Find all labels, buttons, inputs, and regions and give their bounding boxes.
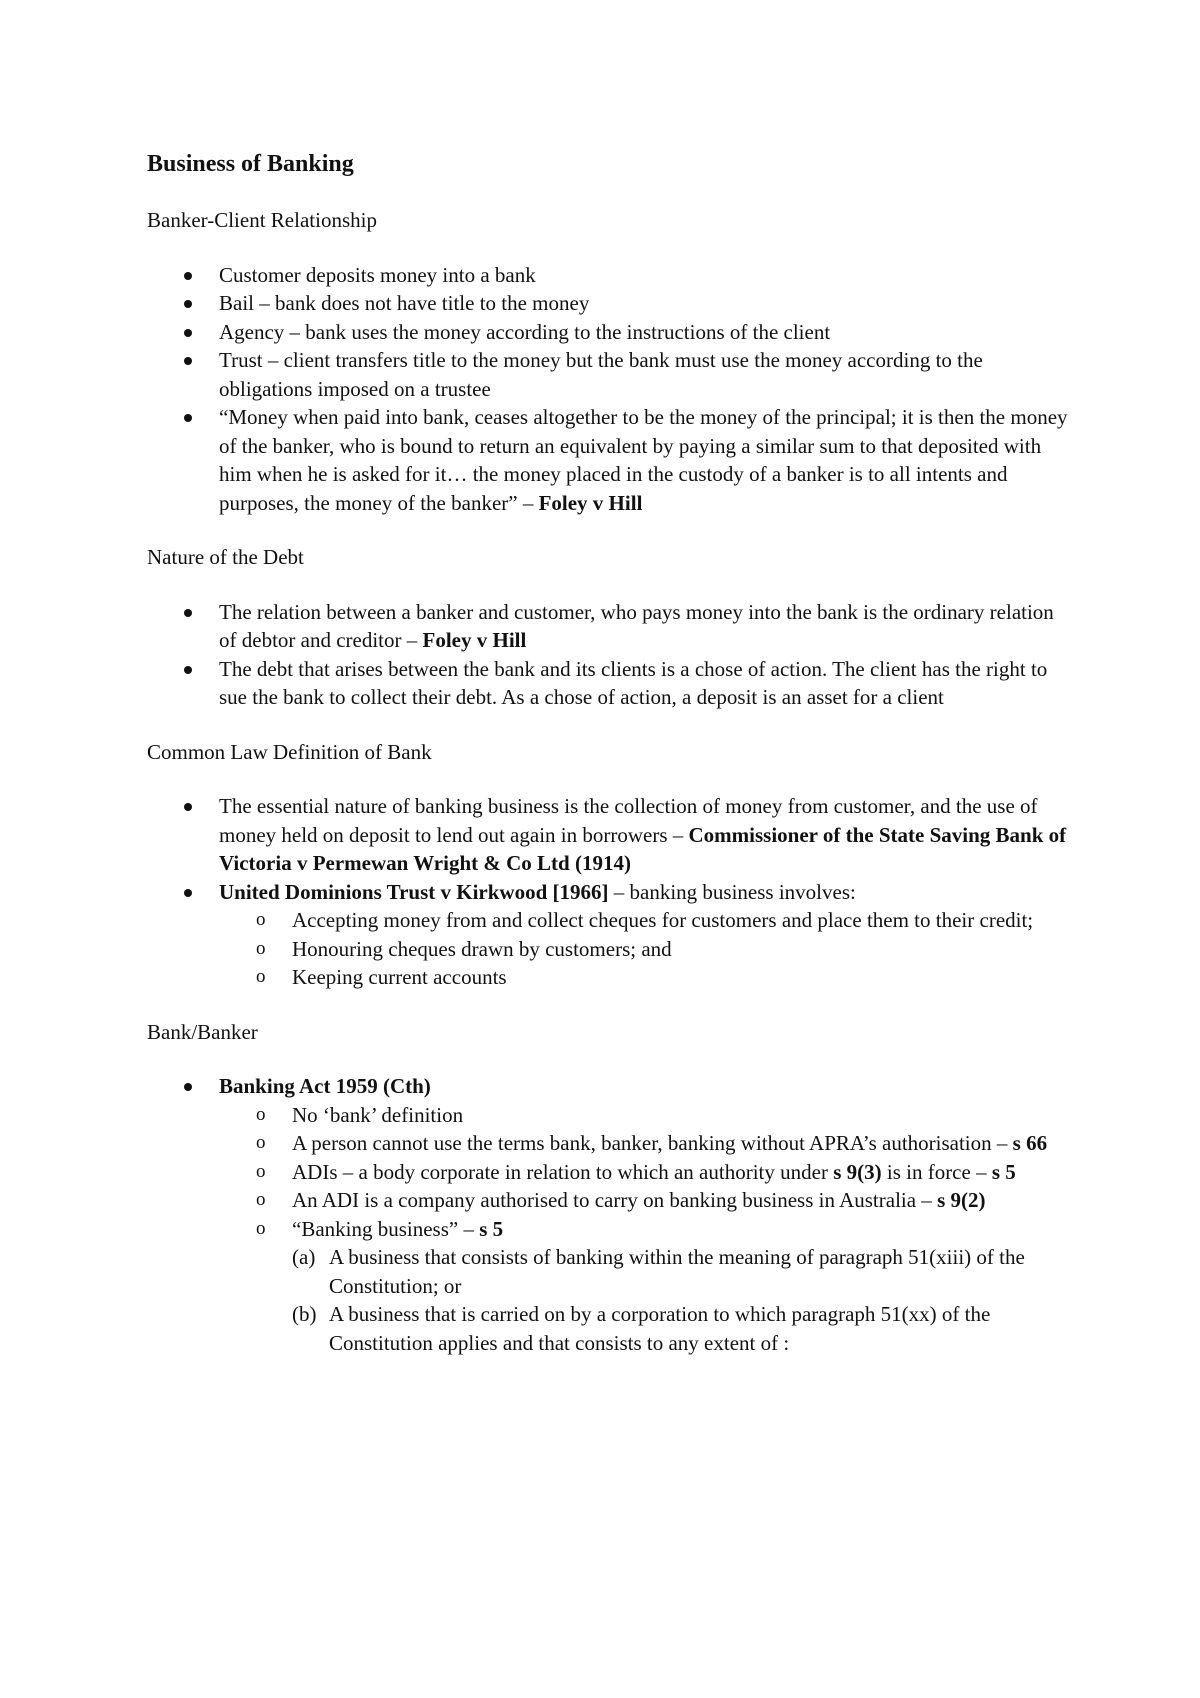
debt-list (147, 598, 1070, 712)
bullet-icon (184, 889, 192, 897)
list-item: “Money when paid into bank, ceases altogether to be the money of the principal; it is then the money of the banker, who is bound to return an equivalent by paying a similar sum to that deposited with him when he is asked for it… the money placed in the custody of a banker is to all intents and purposes, the money of the banker” – Foley v Hill (219, 403, 1070, 517)
case-citation: Commissioner of the State Saving Bank of Victoria v Permewan Wright & Co Ltd (1914) (219, 822, 1067, 875)
bullet-icon (184, 1083, 192, 1091)
common-law-list (147, 792, 1070, 992)
sub-list-item: o Accepting money from and collect cheques for customers and place them to their credit; (292, 906, 1070, 935)
paragraph-marker: (a) (292, 1245, 316, 1269)
document-title: Business of Banking (147, 151, 354, 177)
sub-list-item: o “Banking business” – s 5 (a) A business that consists of banking within the meaning of paragraph 51(xiii) of the Constitution; or (b) A business that is carried on by a corporation to which paragraph 51(xx) of the Constitution applies and that consists to any extent of : (292, 1215, 1070, 1358)
case-citation: Foley v Hill (538, 490, 643, 515)
circle-bullet-icon: o (256, 1189, 266, 1210)
bullet-icon (184, 609, 192, 617)
circle-bullet-icon: o (256, 966, 266, 987)
section-reference: s 5 (991, 1159, 1016, 1184)
relationship-list (147, 261, 1070, 518)
section-reference: s 5 (479, 1216, 504, 1241)
sub-list-item: o ADIs – a body corporate in relation to which an authority under s 9(3) is in force – s 5 (292, 1158, 1070, 1187)
list-item: Customer deposits money into a bank (219, 261, 1070, 290)
list-item: Trust – client transfers title to the money but the bank must use the money according to the obligations imposed on a trustee (219, 346, 1070, 403)
list-item: United Dominions Trust v Kirkwood [1966] – banking business involves: o Accepting money from and collect cheques for customers and place them to their credit; o Honouring cheques drawn by customers; and o Keeping current accounts (219, 878, 1070, 992)
sub-list-item: o No ‘bank’ definition (292, 1101, 1070, 1130)
list-item (219, 1072, 1070, 1357)
list-item: The debt that arises between the bank and its clients is a chose of action. The client has the right to sue the bank to collect their debt. As a chose of action, a deposit is an asset for a client (219, 655, 1070, 712)
bullet-icon (184, 300, 192, 308)
section-heading-debt: Nature of the Debt (147, 545, 304, 569)
sub-list-item: o An ADI is a company authorised to carry on banking business in Australia – s 9(2) (292, 1186, 1070, 1215)
section-heading-bank-banker: Bank/Banker (147, 1019, 258, 1044)
circle-bullet-icon: o (256, 1103, 266, 1125)
paragraph-list (292, 1243, 1070, 1357)
list-item: The essential nature of banking business is the collection of money from customer, and the use of money held on deposit to lend out again in borrowers – Commissioner of the State Saving Bank of Victoria v Permewan Wright & Co Ltd (1914) (219, 792, 1070, 878)
sub-list-item: o Honouring cheques drawn by customers; and (292, 935, 1070, 964)
bullet-icon (184, 666, 192, 674)
sub-list-item: o Keeping current accounts (292, 963, 1070, 992)
circle-bullet-icon: o (256, 909, 266, 930)
circle-bullet-icon: o (256, 1160, 266, 1182)
list-item: Bail – bank does not have title to the money (219, 289, 1070, 318)
sub-list (219, 906, 1070, 992)
circle-bullet-icon: o (256, 1217, 266, 1239)
paragraph-item: (b) A business that is carried on by a corporation to which paragraph 51(xx) of the Constitution applies and that consists to any extent of : (292, 1302, 991, 1355)
bullet-icon (184, 329, 192, 337)
paragraph-marker: (b) (292, 1302, 317, 1326)
bullet-icon (184, 272, 192, 280)
bullet-icon (184, 357, 192, 365)
sub-list (219, 1101, 1070, 1358)
bank-banker-list (147, 1072, 1070, 1357)
bullet-icon (184, 414, 192, 422)
list-item: Agency – bank uses the money according to the instructions of the client (219, 318, 1070, 347)
section-reference: s 9(3) (833, 1159, 882, 1184)
sub-list-item: o A person cannot use the terms bank, banker, banking without APRA’s authorisation – s 66 (292, 1129, 1070, 1158)
paragraph-item: (a) A business that consists of banking within the meaning of paragraph 51(xiii) of the Constitution; or (292, 1245, 1025, 1298)
case-citation: Foley v Hill (422, 628, 527, 652)
section-heading-relationship: Banker-Client Relationship (147, 208, 377, 232)
case-citation: United Dominions Trust v Kirkwood [1966] (219, 879, 609, 904)
bullet-icon (184, 803, 192, 811)
section-reference: s 9(2) (937, 1188, 986, 1212)
circle-bullet-icon: o (256, 1132, 266, 1153)
section-heading-common-law: Common Law Definition of Bank (147, 739, 432, 764)
section-reference: s 66 (1012, 1131, 1048, 1155)
list-item: The relation between a banker and customer, who pays money into the bank is the ordinary relation of debtor and creditor – Foley v Hill (219, 598, 1070, 655)
statute-citation: Banking Act 1959 (Cth) (219, 1074, 431, 1098)
circle-bullet-icon: o (256, 937, 266, 959)
